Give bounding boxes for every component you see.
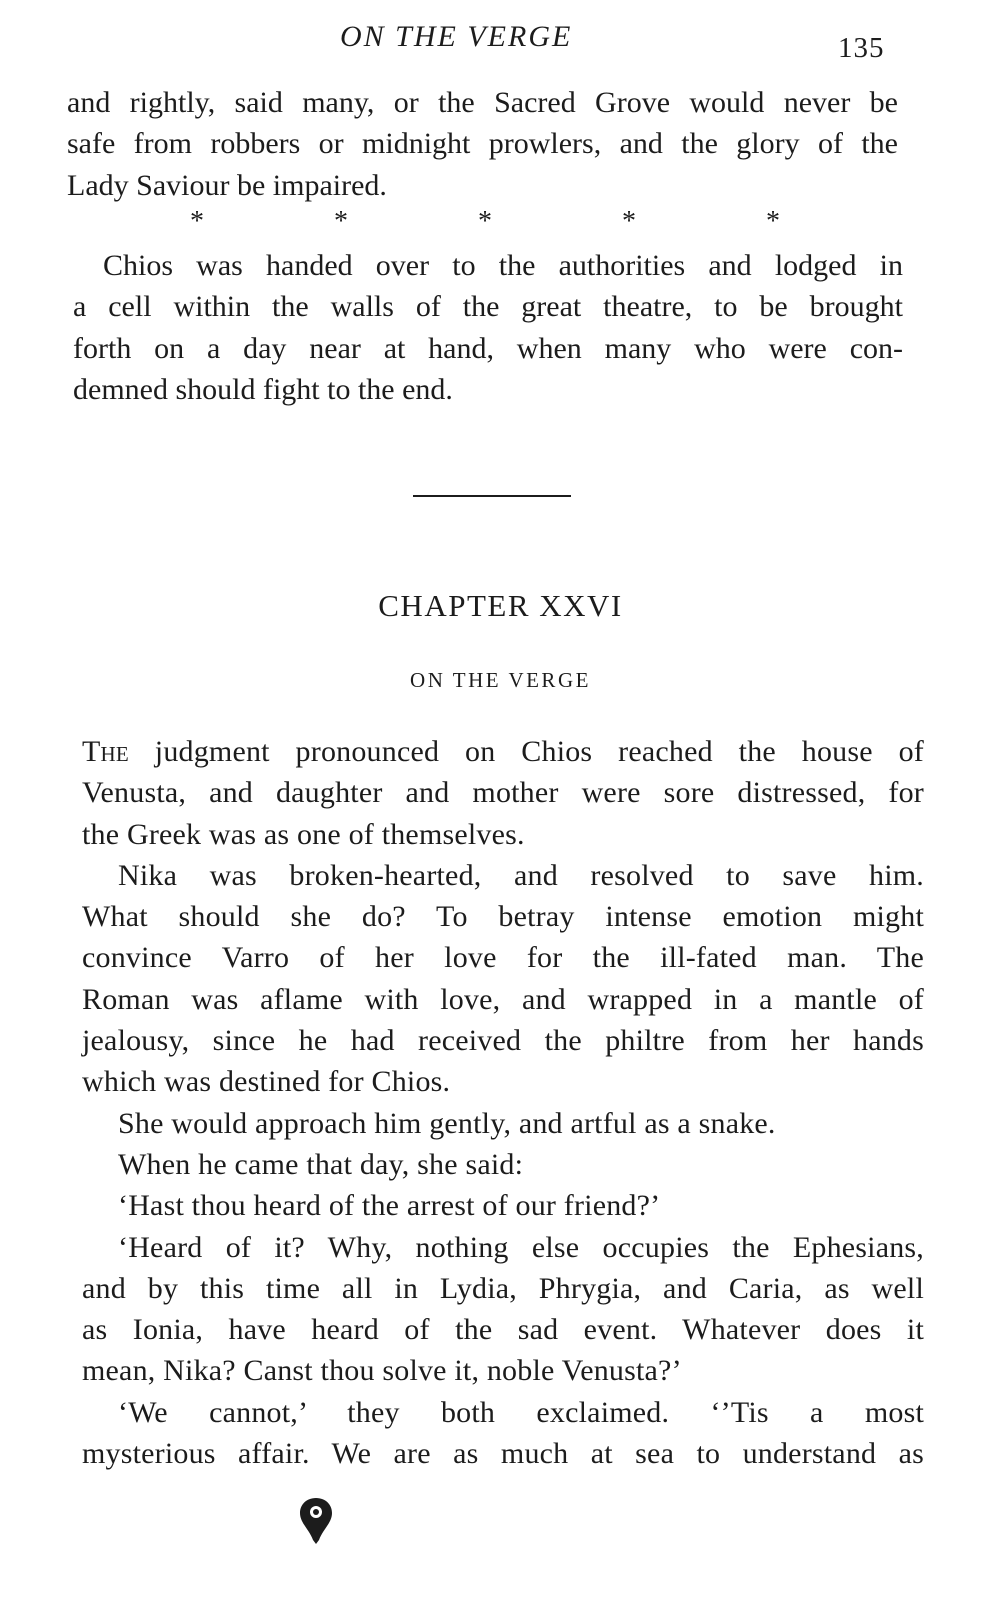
text-line: as Ionia, have heard of the sad event. Whatever does it [82, 1313, 924, 1347]
running-head [0, 20, 1001, 64]
running-title: ON THE VERGE [340, 20, 573, 53]
text-line: jealousy, since he had received the philtre from her hands [82, 1024, 924, 1058]
asterisk: * [766, 206, 780, 237]
asterisk: * [622, 206, 636, 237]
text-line: and rightly, said many, or the Sacred Grove would never be [67, 86, 898, 119]
continued-paragraph [67, 82, 898, 206]
section-break-asterisks [190, 207, 780, 237]
chapter-divider-rule [413, 495, 571, 497]
text-line: ‘We cannot,’ they both exclaimed. ‘’Tis a most [118, 1395, 924, 1429]
chapter-title: CHAPTER XXVI [378, 588, 623, 623]
text-line: forth on a day near at hand, when many who were con- [73, 331, 903, 365]
text-line: convince Varro of her love for the ill-fated man. The [82, 941, 924, 975]
chapter-subtitle: ON THE VERGE [410, 668, 591, 692]
asterisk: * [478, 206, 492, 237]
asterisk: * [334, 206, 348, 237]
text-line: She would approach him gently, and artful as a snake. [118, 1106, 776, 1140]
text-line: What should she do? To betray intense emotion might [82, 900, 924, 934]
text-line [82, 731, 924, 772]
text-line: mean, Nika? Canst thou solve it, noble Venusta?’ [82, 1354, 682, 1388]
page-number: 135 [838, 32, 885, 64]
text-line: demned should fight to the end. [73, 372, 453, 406]
text-line: ‘Hast thou heard of the arrest of our friend?’ [118, 1189, 661, 1223]
chios-paragraph [73, 245, 903, 410]
chapter-body [82, 731, 924, 1474]
text-line: When he came that day, she said: [118, 1147, 524, 1181]
text-line: the Greek was as one of themselves. [82, 817, 525, 851]
text-line: a cell within the walls of the great theatre, to be brought [73, 290, 903, 324]
opening-word: The [82, 735, 129, 768]
text-line: ‘Heard of it? Why, nothing else occupies the Ephesians, [118, 1230, 924, 1264]
text-line: and by this time all in Lydia, Phrygia, and Caria, as well [82, 1271, 924, 1305]
text-line: Chios was handed over to the authorities and lodged in [103, 249, 903, 282]
asterisk: * [190, 206, 204, 237]
text-line: safe from robbers or midnight prowlers, and the glory of the [67, 127, 898, 161]
text-line: Lady Saviour be impaired. [67, 168, 387, 202]
text-line: Roman was aflame with love, and wrapped in a mantle of [82, 982, 924, 1016]
text-line: mysterious affair. We are as much at sea to understand as [82, 1437, 924, 1471]
first-line-rest: judgment pronounced on Chios reached the house of [154, 735, 924, 768]
printer-ornament-icon [296, 1494, 336, 1546]
text-line: which was destined for Chios. [82, 1065, 451, 1099]
text-line: Venusta, and daughter and mother were sore distressed, for [82, 776, 924, 810]
text-line: Nika was broken-hearted, and resolved to save him. [118, 858, 924, 892]
